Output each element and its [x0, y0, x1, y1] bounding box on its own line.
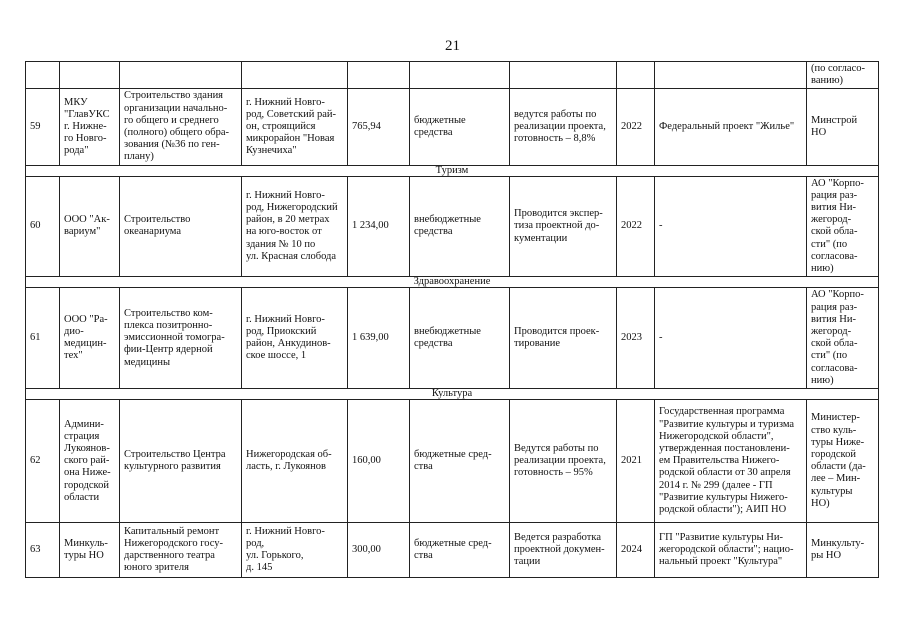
- cell-responsible: Минкульту- ры НО: [807, 523, 879, 578]
- cell-location: г. Нижний Новго- род, Приокский район, Анкудинов- ское шоссе, 1: [242, 288, 348, 389]
- table-row-63: [26, 523, 879, 578]
- cell-responsible: (по согласо- ванию): [807, 62, 879, 89]
- cell-funding-source: бюджетные средства: [410, 89, 510, 165]
- cell-status: Ведется разработка проектной докумен- тации: [510, 523, 617, 578]
- section-row-healthcare: [26, 277, 879, 288]
- table-row-61: [26, 288, 879, 389]
- section-title: Здравоохранение: [26, 277, 879, 288]
- section-title: Туризм: [26, 165, 879, 176]
- cell-customer: ООО "Ра- дио- медицин- тех": [60, 288, 120, 389]
- cell-location: г. Нижний Новго- род, Советский рай- он, строящийся микрорайон "Новая Кузнечиха": [242, 89, 348, 165]
- section-row-tourism: [26, 165, 879, 176]
- cell-object: Капитальный ремонт Нижегородского госу- дарственного театра юного зрителя: [120, 523, 242, 578]
- cell-status: Проводится экспер- тиза проектной до- кументации: [510, 176, 617, 277]
- section-title: Культура: [26, 389, 879, 400]
- cell-responsible: Министер- ство куль- туры Ниже- городской области (да- лее – Мин- культуры НО): [807, 400, 879, 523]
- cell-object: Строительство здания организации начально- го общего и среднего (полного) общего обра- зования (№36 по ген- плану): [120, 89, 242, 165]
- cell-number: 61: [26, 288, 60, 389]
- cell-responsible: Минстрой НО: [807, 89, 879, 165]
- cell-program: Федеральный проект "Жилье": [655, 89, 807, 165]
- cell-customer: Минкуль- туры НО: [60, 523, 120, 578]
- cell-program: ГП "Развитие культуры Ни- жегородской области"; нацио- нальный проект "Культура": [655, 523, 807, 578]
- cell-status: ведутся работы по реализации проекта, готовность – 8,8%: [510, 89, 617, 165]
- cell-customer: ООО "Ак- вариум": [60, 176, 120, 277]
- table-row-60: [26, 176, 879, 277]
- cell-year: 2022: [617, 176, 655, 277]
- cell-object: Строительство Центра культурного развития: [120, 400, 242, 523]
- cell-amount: 765,94: [348, 89, 410, 165]
- cell-amount: 160,00: [348, 400, 410, 523]
- cell-amount: 1 234,00: [348, 176, 410, 277]
- projects-table: [25, 61, 879, 578]
- cell-responsible: АО "Корпо- рация раз- вития Ни- жегород- ской обла- сти" (по согласова- нию): [807, 176, 879, 277]
- cell-year: 2023: [617, 288, 655, 389]
- cell-year: 2022: [617, 89, 655, 165]
- cell-year: 2021: [617, 400, 655, 523]
- cell-object: Строительство океанариума: [120, 176, 242, 277]
- cell-program: Государственная программа "Развитие культуры и туризма Нижегородской области", утвержденная постановлени- ем Правительства Нижего- родской области от 30 апреля 2014 г. № 299 (далее - ГП "Развитие культуры Нижего- родской области"); АИП НО: [655, 400, 807, 523]
- cell-number: 63: [26, 523, 60, 578]
- cell-program: -: [655, 176, 807, 277]
- cell-amount: 1 639,00: [348, 288, 410, 389]
- cell-funding-source: бюджетные сред- ства: [410, 523, 510, 578]
- table-row-59: [26, 89, 879, 165]
- cell-number: 62: [26, 400, 60, 523]
- cell-funding-source: внебюджетные средства: [410, 288, 510, 389]
- table-row-62: [26, 400, 879, 523]
- cell-customer: МКУ "ГлавУКС г. Нижне- го Новго- рода": [60, 89, 120, 165]
- cell-location: г. Нижний Новго- род, ул. Горького, д. 145: [242, 523, 348, 578]
- cell-customer: Админи- страция Лукоянов- ского рай- она Ниже- городской области: [60, 400, 120, 523]
- cell-number: 60: [26, 176, 60, 277]
- cell-location: г. Нижний Новго- род, Нижегородский район, в 20 метрах на юго-восток от здания № 10 по ул. Красная слобода: [242, 176, 348, 277]
- cell-responsible: АО "Корпо- рация раз- вития Ни- жегород- ской обла- сти" (по согласова- нию): [807, 288, 879, 389]
- page-number: 21: [445, 38, 460, 54]
- cell-program: -: [655, 288, 807, 389]
- cell-number: 59: [26, 89, 60, 165]
- cell-year: 2024: [617, 523, 655, 578]
- cell-amount: 300,00: [348, 523, 410, 578]
- cell-object: Строительство ком- плекса позитронно- эмиссионной томогра- фии-Центр ядерной медицины: [120, 288, 242, 389]
- cell-funding-source: внебюджетные средства: [410, 176, 510, 277]
- section-row-culture: [26, 389, 879, 400]
- cell-status: Проводится проек- тирование: [510, 288, 617, 389]
- table-row-continuation: [26, 62, 879, 89]
- cell-status: Ведутся работы по реализации проекта, готовность – 95%: [510, 400, 617, 523]
- cell-funding-source: бюджетные сред- ства: [410, 400, 510, 523]
- cell-location: Нижегородская об- ласть, г. Лукоянов: [242, 400, 348, 523]
